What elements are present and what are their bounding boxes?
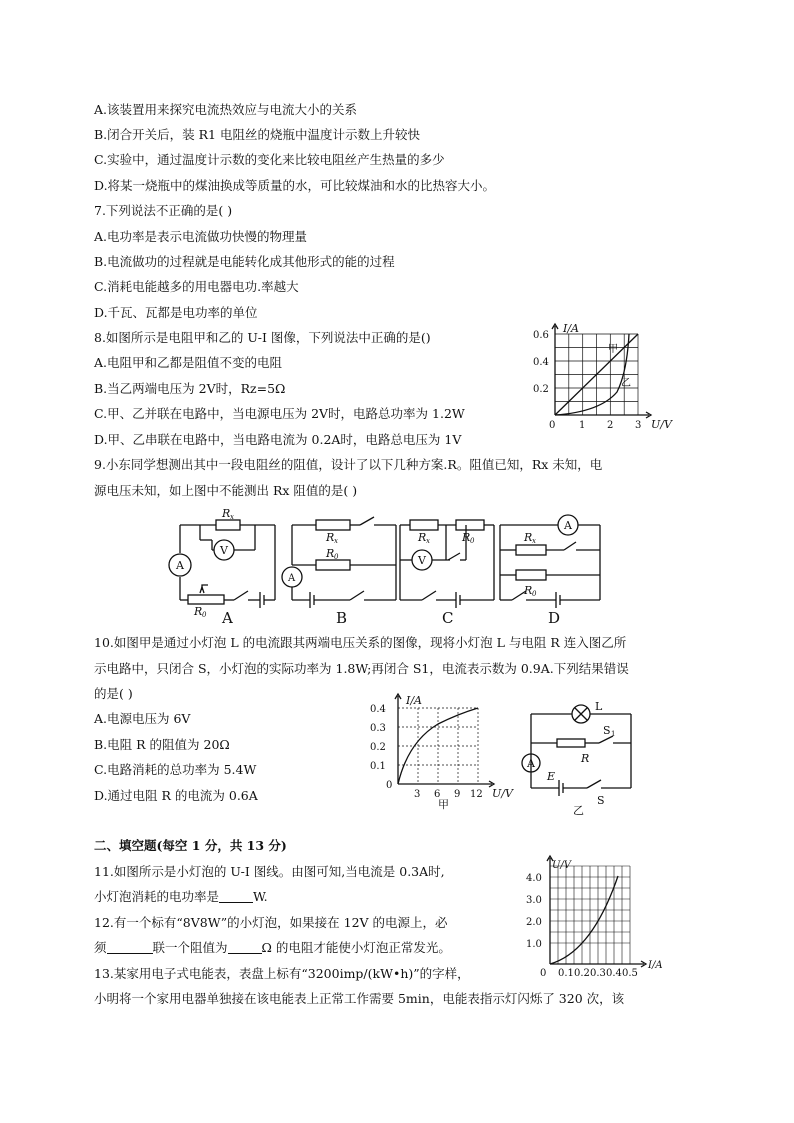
- x-tick: 6: [434, 789, 441, 800]
- q6-option-d: D.将某一烧瓶中的煤油换成等质量的水，可比较煤油和水的比热容大小。: [94, 178, 496, 193]
- q10-circuit-yi: [515, 696, 645, 818]
- q10-graph-jia: [362, 690, 522, 812]
- x-tick: 9: [454, 789, 461, 800]
- y-axis-label: I/A: [406, 694, 422, 707]
- q10-option-c: C.电路消耗的总功率为 5.4W: [94, 762, 257, 777]
- r0-label: R: [462, 531, 471, 544]
- x-tick: 1: [579, 420, 586, 431]
- y-tick: 2.0: [526, 917, 542, 928]
- circuit-a: [169, 520, 275, 608]
- q10-option-b: B.电阻 R 的阻值为 20Ω: [94, 737, 230, 752]
- y-tick: 0.1: [370, 761, 386, 772]
- q8-ui-graph: [525, 322, 685, 434]
- q7-option-d: D.千瓦、瓦都是电功率的单位: [94, 305, 258, 320]
- switch-label: S: [597, 794, 605, 807]
- option-b-label: B: [336, 609, 348, 627]
- q12-stem-line2: [94, 940, 451, 956]
- circuit-c: [400, 520, 494, 608]
- resistor-label: R: [581, 752, 590, 765]
- q11-answer-blank[interactable]: [219, 889, 253, 903]
- q7-option-c: C.消耗电能越多的用电器电功.率越大: [94, 279, 299, 294]
- rx-sub: x: [426, 537, 430, 545]
- circuit-caption: 乙: [573, 804, 584, 817]
- q12-stem-line1: 12.有一个标有“8V8W”的小灯泡，如果接在 12V 的电源上，必: [94, 915, 448, 930]
- q6-option-c: C.实验中，通过温度计示数的变化来比较电阻丝产生热量的多少: [94, 152, 445, 167]
- rx-label: R: [222, 507, 231, 520]
- q8-option-b: B.当乙两端电压为 2V时，Rz=5Ω: [94, 381, 286, 396]
- q11-text-a: 小灯泡消耗的电功率是: [94, 889, 220, 904]
- q12-answer-blank-2[interactable]: [228, 940, 262, 954]
- r0-sub: 0: [202, 611, 207, 619]
- x-tick: 0.1: [558, 968, 574, 979]
- label-jia: 甲: [608, 344, 618, 355]
- switch1-label: S: [603, 724, 611, 737]
- x-tick: 3: [635, 420, 642, 431]
- x-tick: 0: [549, 420, 556, 431]
- r0-label: R: [524, 584, 533, 597]
- q11-stem-line2: [94, 889, 268, 905]
- x-tick: 3: [414, 789, 421, 800]
- r0-sub: 0: [470, 537, 475, 545]
- graph-caption: 甲: [438, 798, 449, 811]
- q10-stem-line1: 10.如图甲是通过小灯泡 L 的电流跟其两端电压关系的图像，现将小灯泡 L 与电阻 R 连入图乙所: [94, 635, 627, 650]
- q12-text-c: Ω 的电阻才能使小灯泡正常发光。: [261, 940, 451, 955]
- q11-stem-line1: 11.如图所示是小灯泡的 U-I 图线。由图可知,当电流是 0.3A时,: [94, 864, 445, 879]
- rx-label: R: [524, 531, 533, 544]
- q10-stem-line3: 的是( ): [94, 686, 133, 701]
- q11-text-b: W.: [253, 889, 268, 904]
- q10-stem-line2: 示电路中，只闭合 S，小灯泡的实际功率为 1.8W;再闭合 S1，电流表示数为 0.9A.下列结果错误: [94, 661, 629, 676]
- x-tick: 0.5: [622, 968, 638, 979]
- q9-circuits: [160, 505, 620, 627]
- option-d-label: D: [548, 609, 561, 627]
- ammeter-symbol: A: [176, 559, 184, 572]
- x-tick: 2: [607, 420, 614, 431]
- switch1-sub: 1: [611, 730, 616, 738]
- rx-label: R: [418, 531, 427, 544]
- y-tick: 0.6: [533, 330, 549, 341]
- ammeter-symbol: A: [564, 519, 572, 532]
- q8-option-d: D.甲、乙串联在电路中，当电路电流为 0.2A时，电路总电压为 1V: [94, 432, 462, 447]
- q9-stem-line2: 源电压未知，如上图中不能测出 Rx 阻值的是( ): [94, 483, 358, 498]
- q12-text-a: 须: [94, 940, 107, 955]
- q8-option-c: C.甲、乙并联在电路中，当电源电压为 2V时，电路总功率为 1.2W: [94, 406, 465, 421]
- y-axis-label: U/V: [552, 860, 572, 871]
- rx-sub: x: [230, 513, 234, 521]
- r0-sub: 0: [334, 553, 339, 561]
- y-tick: 4.0: [526, 873, 542, 884]
- voltmeter-symbol: V: [418, 554, 426, 567]
- y-tick: 1.0: [526, 939, 542, 950]
- x-axis-label: U/V: [651, 418, 672, 431]
- q6-option-a: A.该装置用来探究电流热效应与电流大小的关系: [94, 102, 358, 117]
- y-tick: 0.3: [370, 723, 386, 734]
- q13-stem-line1: 13.某家用电子式电能表，表盘上标有“3200imp/(kW•h)”的字样，: [94, 966, 470, 981]
- q10-option-a: A.电源电压为 6V: [94, 711, 191, 726]
- q13-stem-line2: 小明将一个家用电器单独接在该电能表上正常工作需要 5min，电能表指示灯闪烁了 320 次，该: [94, 991, 625, 1006]
- rx-sub: x: [334, 537, 338, 545]
- y-axis-label: I/A: [563, 322, 579, 335]
- y-tick: 0.4: [533, 357, 549, 368]
- x-axis-label: U/V: [492, 787, 513, 800]
- option-c-label: C: [442, 609, 454, 627]
- q12-answer-blank-1[interactable]: [107, 940, 153, 954]
- x-axis-label: I/A: [648, 960, 663, 971]
- source-label: E: [547, 770, 556, 783]
- rx-label: R: [326, 531, 335, 544]
- option-a-label: A: [222, 609, 233, 627]
- r0-label: R: [194, 605, 203, 618]
- x-tick: 0.2: [574, 968, 590, 979]
- x-tick: 0.4: [606, 968, 622, 979]
- q9-stem-line1: 9.小东同学想测出其中一段电阻丝的阻值，设计了以下几种方案.R。阻值已知，Rx 未知，电: [94, 457, 603, 472]
- q12-text-b: 联一个阻值为: [152, 940, 228, 955]
- y-tick: 0.2: [370, 742, 386, 753]
- x-tick: 0: [386, 780, 393, 791]
- lamp-label: L: [595, 700, 603, 713]
- label-yi: 乙: [621, 378, 631, 389]
- circuit-b: [282, 517, 396, 608]
- r0-label: R: [326, 547, 335, 560]
- x-tick: 12: [470, 789, 483, 800]
- q11-ui-graph: [522, 856, 682, 980]
- y-tick: 0.4: [370, 704, 386, 715]
- q6-option-b: B.闭合开关后，装 R1 电阻丝的烧瓶中温度计示数上升较快: [94, 127, 420, 142]
- rx-sub: x: [532, 537, 536, 545]
- y-tick: 0.2: [533, 384, 549, 395]
- q8-option-a: A.电阻甲和乙都是阻值不变的电阻: [94, 355, 283, 370]
- section-title: 二、填空题(每空 1 分，共 13 分): [94, 838, 287, 853]
- q7-stem: 7.下列说法不正确的是( ): [94, 203, 233, 218]
- circuit-d: [500, 515, 600, 608]
- q7-option-b: B.电流做功的过程就是电能转化成其他形式的能的过程: [94, 254, 395, 269]
- q7-option-a: A.电功率是表示电流做功快慢的物理量: [94, 229, 308, 244]
- y-tick: 3.0: [526, 895, 542, 906]
- voltmeter-symbol: V: [220, 544, 228, 557]
- r0-sub: 0: [532, 590, 537, 598]
- q8-stem: 8.如图所示是电阻甲和乙的 U-I 图像，下列说法中正确的是(): [94, 330, 431, 345]
- lamp-ui-curve: [550, 876, 618, 964]
- q10-option-d: D.通过电阻 R 的电流为 0.6A: [94, 788, 258, 803]
- x-tick: 0.3: [590, 968, 606, 979]
- ammeter-symbol: A: [527, 757, 535, 770]
- x-tick: 0: [540, 968, 547, 979]
- ammeter-symbol: A: [288, 573, 296, 584]
